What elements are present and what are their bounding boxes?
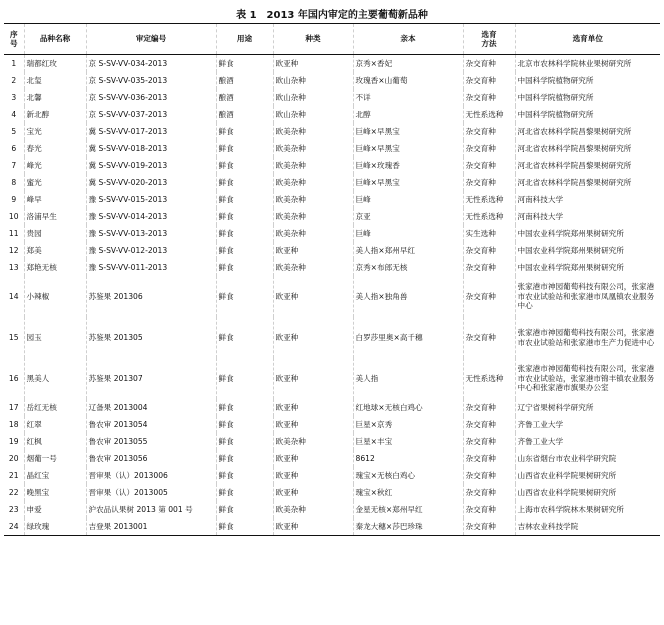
cell-code: 京 S-SV-VV-034-2013 [86,55,216,73]
cell-type: 欧亚种 [273,450,353,467]
cell-no: 17 [4,399,24,416]
table-row [4,450,660,467]
cell-type: 欧美杂种 [273,191,353,208]
table-row [4,416,660,433]
cell-method: 无性系选种 [463,358,515,399]
cell-no: 14 [4,276,24,317]
cell-name: 瑞都红玫 [24,55,86,73]
cell-no: 7 [4,157,24,174]
cell-unit: 吉林农业科技学院 [515,518,660,536]
cell-code: 鲁农审 2013054 [86,416,216,433]
cell-type: 欧美杂种 [273,208,353,225]
cell-name: 绿玫瑰 [24,518,86,536]
cell-parents: 美人指×郑州早红 [353,242,463,259]
cell-unit: 中国农业科学院郑州果树研究所 [517,245,624,255]
cell-code: 冀 S-SV-VV-020-2013 [86,174,216,191]
grape-varieties-table [4,23,660,536]
header-method-line2: 方法 [481,39,497,48]
cell-parents: 白罗莎里奥×高千穗 [353,317,463,358]
cell-usage: 鲜食 [216,259,273,276]
cell-usage: 鲜食 [216,208,273,225]
cell-type: 欧亚种 [273,317,353,358]
header-name: 品种名称 [24,24,86,55]
cell-method: 杂交育种 [463,416,515,433]
cell-method: 杂交育种 [463,518,515,536]
cell-type: 欧美杂种 [273,225,353,242]
cell-unit: 河北省农林科学院昌黎果树研究所 [517,126,632,136]
cell-unit: 河北省农林科学院昌黎果树研究所 [517,177,632,187]
cell-code: 豫 S-SV-VV-014-2013 [86,208,216,225]
cell-usage: 鲜食 [216,450,273,467]
cell-method: 杂交育种 [463,433,515,450]
cell-parents: 巨星×丰宝 [353,433,463,450]
cell-code: 豫 S-SV-VV-015-2013 [86,191,216,208]
cell-no: 5 [4,123,24,140]
cell-parents: 北醇 [353,106,463,123]
cell-code: 冀 S-SV-VV-017-2013 [86,123,216,140]
cell-method: 杂交育种 [463,399,515,416]
table-row [4,140,660,157]
table-header [4,24,660,55]
cell-usage: 鲜食 [216,174,273,191]
cell-code: 晋审果（认）2013005 [86,484,216,501]
cell-name: 峰早 [24,191,86,208]
cell-unit: 中国农业科学院郑州果树研究所 [517,262,624,272]
table-row [4,123,660,140]
cell-unit: 中国科学院植物研究所 [517,75,594,85]
cell-method: 杂交育种 [463,501,515,518]
cell-type: 欧亚种 [273,276,353,317]
table-row [4,174,660,191]
cell-method: 杂交育种 [463,484,515,501]
cell-no: 3 [4,89,24,106]
cell-usage: 酿酒 [216,89,273,106]
cell-code: 京 S-SV-VV-036-2013 [86,89,216,106]
cell-no: 15 [4,317,24,358]
cell-method: 杂交育种 [463,450,515,467]
cell-unit: 河南科技大学 [517,194,564,204]
cell-unit: 张家港市神园葡萄科技有限公司，张家港市农业试验站和张家港市凤凰镇农业服务中心 [517,281,655,311]
header-method-line1: 选育 [481,29,497,39]
cell-no: 19 [4,433,24,450]
cell-no: 2 [4,72,24,89]
table-row [4,501,660,518]
cell-name: 峰光 [24,157,86,174]
cell-usage: 鲜食 [216,358,273,399]
table-row [4,467,660,484]
cell-no: 11 [4,225,24,242]
cell-usage: 鲜食 [216,242,273,259]
cell-parents: 巨峰×早黑宝 [353,140,463,157]
cell-method: 杂交育种 [463,259,515,276]
cell-name: 红翠 [24,416,86,433]
table-row [4,208,660,225]
cell-usage: 酿酒 [216,72,273,89]
cell-unit: 河北省农林科学院昌黎果树研究所 [517,160,632,170]
cell-unit: 张家港市神园葡萄科技有限公司，张家港市农业试验站和张家港市生产力促进中心 [517,327,655,347]
cell-code: 辽备果 2013004 [86,399,216,416]
cell-name: 郑美 [24,242,86,259]
table-row [4,484,660,501]
table-caption: 表 1 2013 年国内审定的主要葡萄新品种 [236,10,428,21]
cell-unit: 辽宁省果树科学研究所 [517,402,594,412]
cell-code: 苏鉴果 201306 [86,276,216,317]
cell-code: 鲁农审 2013055 [86,433,216,450]
cell-no: 8 [4,174,24,191]
cell-type: 欧美杂种 [273,501,353,518]
cell-usage: 鲜食 [216,484,273,501]
cell-name: 岳红无核 [24,399,86,416]
cell-usage: 鲜食 [216,123,273,140]
cell-parents: 京秀×香妃 [353,55,463,73]
table-row [4,106,660,123]
cell-usage: 鲜食 [216,55,273,73]
cell-parents: 8612 [353,450,463,467]
cell-method: 无性系选种 [463,208,515,225]
cell-parents: 巨峰×玫瑰香 [353,157,463,174]
cell-unit: 山西省农业科学院果树研究所 [517,470,617,480]
cell-parents: 巨峰 [353,191,463,208]
cell-name: 晶红宝 [24,467,86,484]
cell-type: 欧亚种 [273,484,353,501]
header-code: 审定编号 [86,24,216,55]
cell-method: 无性系选种 [463,106,515,123]
cell-parents: 美人指×独角兽 [353,276,463,317]
cell-parents: 京秀×布郎无核 [353,259,463,276]
cell-code: 豫 S-SV-VV-012-2013 [86,242,216,259]
cell-code: 吉登果 2013001 [86,518,216,536]
cell-method: 杂交育种 [463,242,515,259]
cell-parents: 瑰宝×秋红 [353,484,463,501]
cell-name: 贵园 [24,225,86,242]
cell-usage: 鲜食 [216,467,273,484]
cell-method: 杂交育种 [463,123,515,140]
table-row [4,317,660,358]
cell-no: 23 [4,501,24,518]
table-row [4,518,660,536]
cell-method: 杂交育种 [463,174,515,191]
cell-code: 苏鉴果 201305 [86,317,216,358]
table-row [4,358,660,399]
cell-unit: 齐鲁工业大学 [517,419,564,429]
cell-code: 沪农品认果树 2013 第 001 号 [86,501,216,518]
header-type: 种类 [273,24,353,55]
cell-code: 冀 S-SV-VV-018-2013 [86,140,216,157]
cell-name: 黑美人 [24,358,86,399]
table-row [4,259,660,276]
table-body [4,55,660,536]
cell-type: 欧亚种 [273,358,353,399]
cell-method: 无性系选种 [463,191,515,208]
cell-parents: 玫瑰香×山葡萄 [353,72,463,89]
cell-usage: 鲜食 [216,518,273,536]
cell-type: 欧美杂种 [273,140,353,157]
cell-no: 4 [4,106,24,123]
cell-usage: 鲜食 [216,157,273,174]
cell-method: 杂交育种 [463,140,515,157]
cell-name: 园玉 [24,317,86,358]
cell-usage: 鲜食 [216,276,273,317]
cell-unit: 河北省农林科学院昌黎果树研究所 [517,143,632,153]
cell-unit: 山东省烟台市农业科学研究院 [517,453,617,463]
cell-no: 6 [4,140,24,157]
cell-type: 欧美杂种 [273,123,353,140]
cell-no: 1 [4,55,24,73]
cell-unit: 北京市农林科学院林业果树研究所 [517,58,632,68]
cell-no: 24 [4,518,24,536]
cell-code: 京 S-SV-VV-037-2013 [86,106,216,123]
header-no [4,24,24,55]
header-method [463,24,515,55]
cell-name: 小辣椒 [24,276,86,317]
cell-name: 郑艳无核 [24,259,86,276]
cell-usage: 鲜食 [216,140,273,157]
cell-no: 13 [4,259,24,276]
cell-method: 杂交育种 [463,55,515,73]
table-row [4,191,660,208]
cell-name: 北馨 [24,89,86,106]
cell-unit: 齐鲁工业大学 [517,436,564,446]
cell-parents: 秦龙大穗×莎巴珍珠 [353,518,463,536]
cell-usage: 鲜食 [216,225,273,242]
cell-unit: 中国农业科学院郑州果树研究所 [517,228,624,238]
cell-no: 22 [4,484,24,501]
cell-no: 20 [4,450,24,467]
cell-parents: 红地球×无核白鸡心 [353,399,463,416]
table-row [4,157,660,174]
cell-type: 欧亚种 [273,399,353,416]
cell-no: 10 [4,208,24,225]
cell-name: 春光 [24,140,86,157]
cell-parents: 瑰宝×无核白鸡心 [353,467,463,484]
cell-usage: 酿酒 [216,106,273,123]
cell-name: 红枫 [24,433,86,450]
cell-parents: 不详 [353,89,463,106]
cell-type: 欧美杂种 [273,174,353,191]
cell-type: 欧美杂种 [273,157,353,174]
cell-parents: 巨峰×早黑宝 [353,174,463,191]
table-row [4,72,660,89]
cell-no: 21 [4,467,24,484]
cell-parents: 巨星×京秀 [353,416,463,433]
cell-type: 欧美杂种 [273,259,353,276]
header-unit: 选育单位 [515,24,660,55]
cell-name: 洛浦早生 [24,208,86,225]
cell-usage: 鲜食 [216,501,273,518]
cell-unit: 张家港市神园葡萄科技有限公司，张家港市农业试验站，张家港市锦丰镇农业服务中心和张家港市旗果办公室 [517,363,655,393]
cell-name: 宝光 [24,123,86,140]
cell-type: 欧亚种 [273,55,353,73]
cell-type: 欧山杂种 [273,72,353,89]
table-row [4,433,660,450]
cell-type: 欧亚种 [273,467,353,484]
header-no-line1: 序 [9,29,18,39]
table-row [4,276,660,317]
cell-type: 欧亚种 [273,242,353,259]
cell-name: 新北醇 [24,106,86,123]
cell-usage: 鲜食 [216,416,273,433]
cell-unit: 中国科学院植物研究所 [517,109,594,119]
cell-name: 烟葡一号 [24,450,86,467]
cell-name: 申爱 [24,501,86,518]
cell-no: 18 [4,416,24,433]
cell-method: 杂交育种 [463,157,515,174]
cell-method: 杂交育种 [463,72,515,89]
table-row [4,89,660,106]
cell-name: 北玺 [24,72,86,89]
cell-unit: 中国科学院植物研究所 [517,92,594,102]
cell-type: 欧亚种 [273,416,353,433]
cell-unit: 上海市农科学院林木果树研究所 [517,504,624,514]
cell-no: 12 [4,242,24,259]
cell-code: 豫 S-SV-VV-013-2013 [86,225,216,242]
cell-code: 苏鉴果 201307 [86,358,216,399]
header-usage: 用途 [216,24,273,55]
cell-type: 欧山杂种 [273,106,353,123]
cell-method: 杂交育种 [463,276,515,317]
cell-name: 蜜光 [24,174,86,191]
cell-method: 实生选种 [463,225,515,242]
cell-code: 晋审果（认）2013006 [86,467,216,484]
cell-unit: 河南科技大学 [517,211,564,221]
cell-no: 9 [4,191,24,208]
cell-usage: 鲜食 [216,433,273,450]
cell-name: 晚黑宝 [24,484,86,501]
cell-unit: 山西省农业科学院果树研究所 [517,487,617,497]
table-row [4,399,660,416]
cell-method: 杂交育种 [463,467,515,484]
cell-type: 欧山杂种 [273,89,353,106]
cell-usage: 鲜食 [216,191,273,208]
cell-parents: 金星无核×郑州早红 [353,501,463,518]
table-row [4,55,660,73]
cell-method: 杂交育种 [463,317,515,358]
cell-parents: 巨峰×早黑宝 [353,123,463,140]
cell-code: 冀 S-SV-VV-019-2013 [86,157,216,174]
cell-no: 16 [4,358,24,399]
cell-parents: 京亚 [353,208,463,225]
header-parents: 亲本 [353,24,463,55]
cell-usage: 鲜食 [216,399,273,416]
cell-method: 杂交育种 [463,89,515,106]
table-row [4,242,660,259]
header-row [4,24,660,55]
cell-code: 京 S-SV-VV-035-2013 [86,72,216,89]
cell-code: 鲁农审 2013056 [86,450,216,467]
header-no-line2: 号 [9,39,18,48]
cell-parents: 巨峰 [353,225,463,242]
cell-type: 欧亚种 [273,518,353,536]
table-row [4,225,660,242]
cell-parents: 美人指 [353,358,463,399]
cell-usage: 鲜食 [216,317,273,358]
cell-code: 豫 S-SV-VV-011-2013 [86,259,216,276]
cell-type: 欧美杂种 [273,433,353,450]
